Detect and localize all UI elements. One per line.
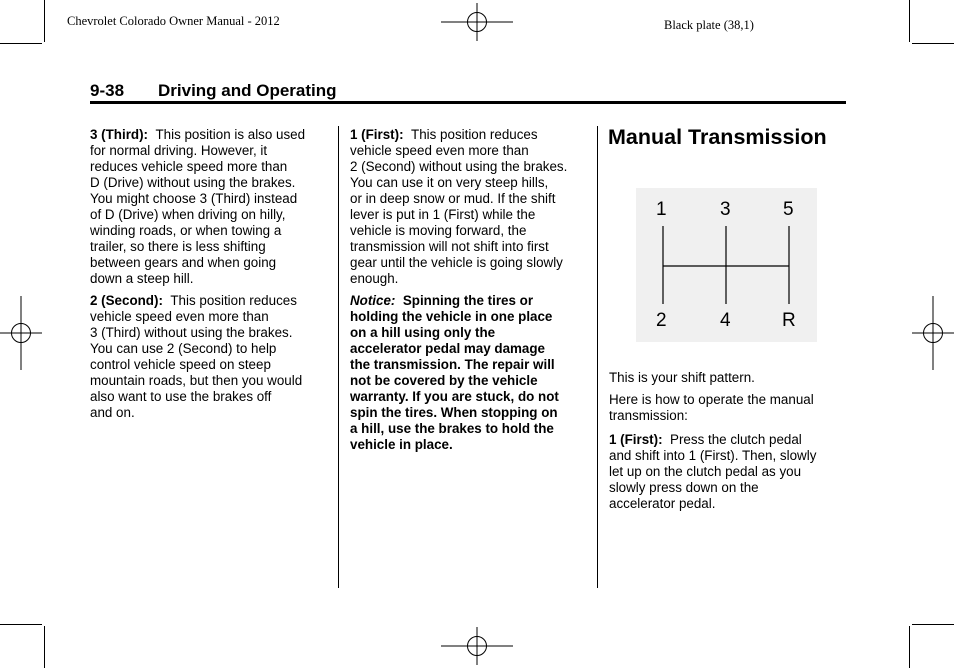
registration-mark-right xyxy=(912,296,954,370)
text-line: vehicle is moving forward, the xyxy=(350,223,527,238)
text-line: This position reduces xyxy=(170,293,297,308)
section-title: Driving and Operating xyxy=(158,81,337,100)
text-line: winding roads, or when towing a xyxy=(90,223,282,238)
text-line: 2 (Second) without using the brakes. xyxy=(350,159,568,174)
heading-manual-transmission: Manual Transmission xyxy=(608,125,827,149)
term-label: 1 (First): xyxy=(609,432,663,447)
paragraph-third xyxy=(90,127,330,287)
text-line: Here is how to operate the manual xyxy=(609,392,814,407)
column-2 xyxy=(350,127,590,459)
gear-label-1: 1 xyxy=(656,199,667,220)
text-line: Press the clutch pedal xyxy=(670,432,802,447)
text-line: reduces vehicle speed more than xyxy=(90,159,288,174)
paragraph-first-gear xyxy=(609,432,844,512)
text-line: lever is put in 1 (First) while the xyxy=(350,207,536,222)
text-line: transmission will not shift into first xyxy=(350,239,549,254)
registration-mark-left xyxy=(0,296,42,370)
crop-mark xyxy=(909,0,910,42)
crop-mark xyxy=(912,43,954,44)
crop-mark xyxy=(912,624,954,625)
text-line: down a steep hill. xyxy=(90,271,194,286)
text-line: This position reduces xyxy=(411,127,538,142)
shift-pattern-diagram xyxy=(636,188,817,342)
text-line: slowly press down on the xyxy=(609,480,759,495)
text-line: control vehicle speed on steep xyxy=(90,357,271,372)
text-line: mountain roads, but then you would xyxy=(90,373,303,388)
paragraph-second xyxy=(90,293,330,421)
text-line: warranty. If you are stuck, do not xyxy=(350,389,559,404)
gear-label-3: 3 xyxy=(720,199,731,220)
crop-mark xyxy=(909,626,910,668)
text-line: This position is also used xyxy=(155,127,306,142)
text-line: D (Drive) without using the brakes. xyxy=(90,175,296,190)
text-line: accelerator pedal may damage xyxy=(350,341,546,356)
text-line: You can use 2 (Second) to help xyxy=(90,341,277,356)
column-divider xyxy=(338,126,339,588)
text-line: trailer, so there is less shifting xyxy=(90,239,266,254)
text-line: on a hill using only the xyxy=(350,325,496,340)
column-1 xyxy=(90,127,330,427)
gear-label-reverse: R xyxy=(782,310,796,331)
notice-label: Notice: xyxy=(350,293,396,308)
crop-mark xyxy=(0,43,42,44)
section-rule xyxy=(90,101,846,104)
text-line: Spinning the tires or xyxy=(402,293,534,308)
text-line: accelerator pedal. xyxy=(609,496,716,511)
term-label: 2 (Second): xyxy=(90,293,163,308)
text-line: You can use it on very steep hills, xyxy=(350,175,549,190)
text-line: transmission: xyxy=(609,408,688,423)
document-title: Chevrolet Colorado Owner Manual - 2012 xyxy=(67,14,280,28)
text-line: or in deep snow or mud. If the shift xyxy=(350,191,556,206)
page-number: 9-38 xyxy=(90,81,125,100)
notice-paragraph xyxy=(350,293,590,453)
column-3 xyxy=(609,370,844,518)
text-line: enough. xyxy=(350,271,399,286)
text-line: let up on the clutch pedal as you xyxy=(609,464,802,479)
text-line: of D (Drive) when driving on hilly, xyxy=(90,207,286,222)
text-line: a hill, use the brakes to hold the xyxy=(350,421,554,436)
term-label: 3 (Third): xyxy=(90,127,149,142)
gear-label-4: 4 xyxy=(720,310,731,331)
text-line: You might choose 3 (Third) instead xyxy=(90,191,298,206)
text-line: the transmission. The repair will xyxy=(350,357,555,372)
text-line: not be covered by the vehicle xyxy=(350,373,538,388)
paragraph-first xyxy=(350,127,590,287)
text-line: holding the vehicle in one place xyxy=(350,309,553,324)
text-line: for normal driving. However, it xyxy=(90,143,268,158)
gear-label-2: 2 xyxy=(656,310,667,331)
column-divider xyxy=(597,126,598,588)
registration-mark-top xyxy=(441,3,513,41)
text-line: and shift into 1 (First). Then, slowly xyxy=(609,448,817,463)
term-label: 1 (First): xyxy=(350,127,404,142)
text-line: This is your shift pattern. xyxy=(609,370,755,385)
text-line: spin the tires. When stopping on xyxy=(350,405,558,420)
registration-mark-bottom xyxy=(441,627,513,665)
text-line: between gears and when going xyxy=(90,255,277,270)
crop-mark xyxy=(44,0,45,42)
text-line: 3 (Third) without using the brakes. xyxy=(90,325,293,340)
text-line: vehicle speed even more than xyxy=(90,309,269,324)
text-line: gear until the vehicle is going slowly xyxy=(350,255,563,270)
text-line: also want to use the brakes off xyxy=(90,389,272,404)
gear-label-5: 5 xyxy=(783,199,794,220)
paragraph-how-to xyxy=(609,392,844,424)
paragraph-shift-pattern xyxy=(609,370,844,386)
text-line: vehicle in place. xyxy=(350,437,453,452)
plate-label: Black plate (38,1) xyxy=(664,18,754,32)
crop-mark xyxy=(44,626,45,668)
text-line: and on. xyxy=(90,405,135,420)
text-line: vehicle speed even more than xyxy=(350,143,529,158)
crop-mark xyxy=(0,624,42,625)
